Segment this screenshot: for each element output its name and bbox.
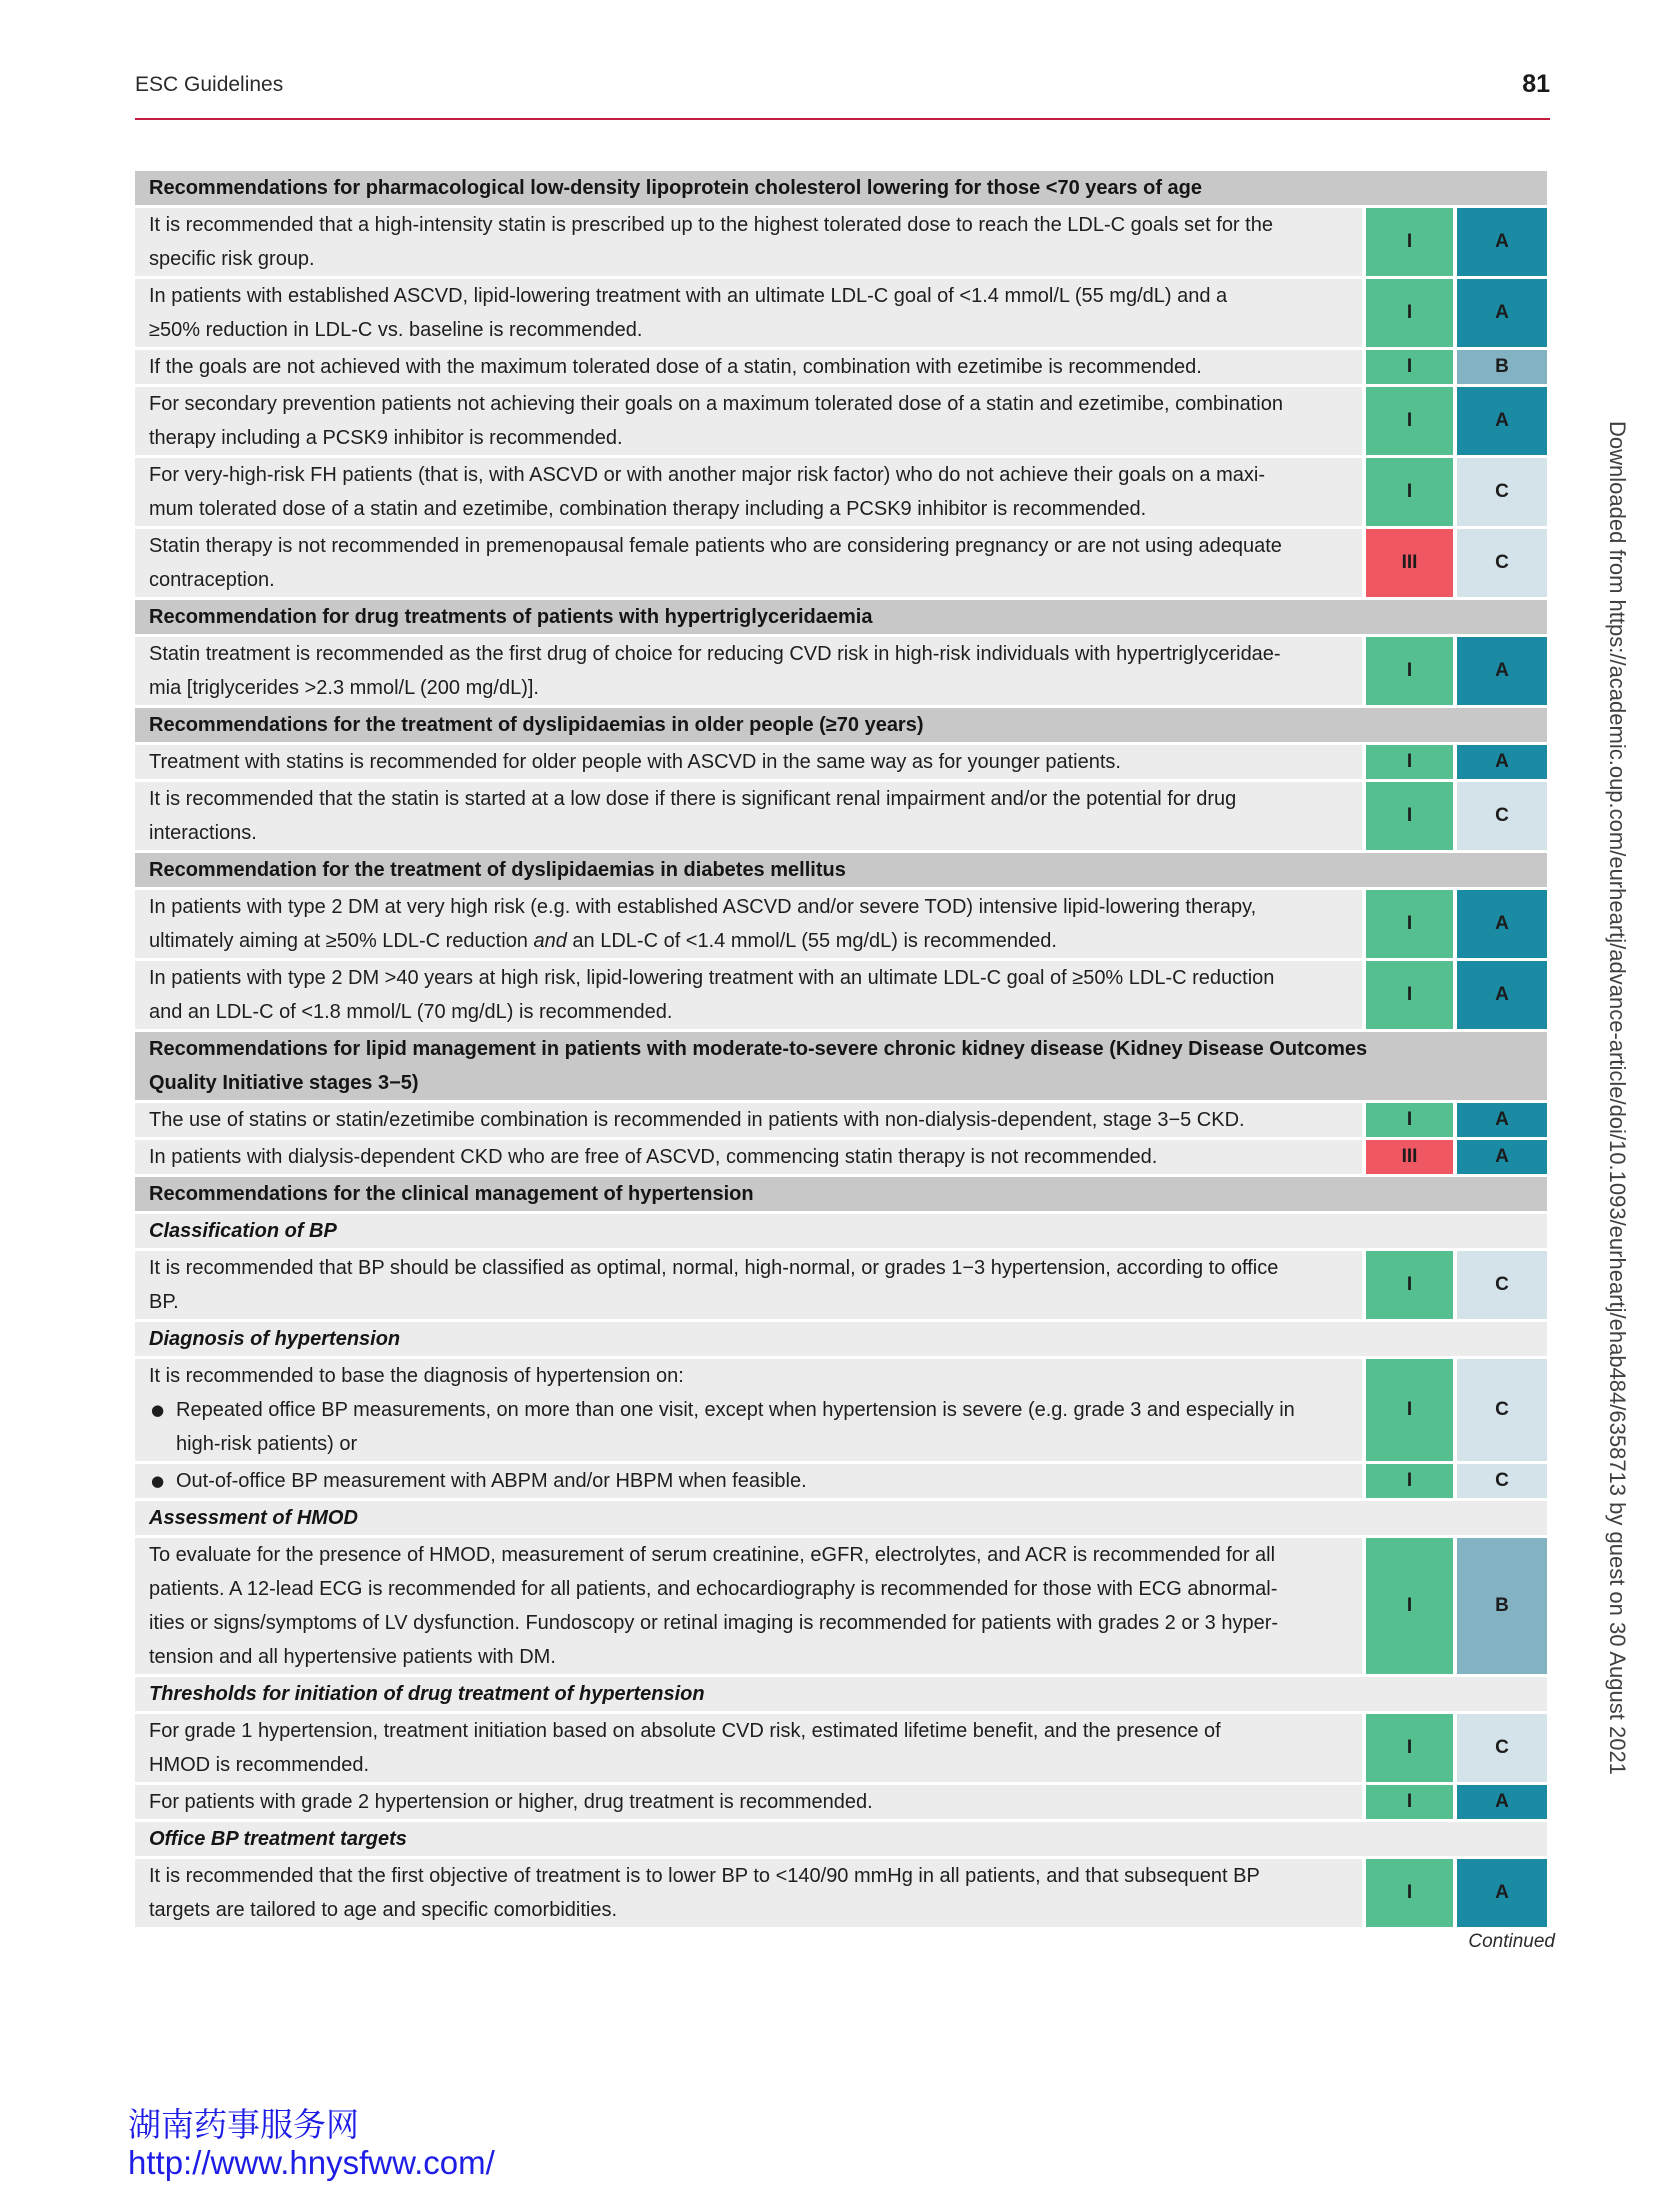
class-of-recommendation-badge: III: [1366, 529, 1453, 597]
class-of-recommendation-badge: I: [1366, 782, 1453, 850]
text-line: It is recommended that the first objective of treatment is to lower BP to <140/90 mmHg in all patients, and that subsequent BP: [149, 1865, 1260, 1887]
bullet-icon: ●: [151, 1472, 165, 1490]
recommendation-text: [135, 387, 1362, 455]
text-line: Out-of-office BP measurement with ABPM and/or HBPM when feasible.: [176, 1470, 807, 1492]
recommendation-row: [135, 1359, 1547, 1461]
level-of-evidence-badge: A: [1457, 1140, 1547, 1174]
text-line: mum tolerated dose of a statin and ezetimibe, combination therapy including a PCSK9 inhibitor is recommended.: [149, 498, 1147, 520]
recommendation-row: [135, 1103, 1547, 1137]
text-line: It is recommended that the statin is started at a low dose if there is significant renal impairment and/or the potential for drug: [149, 788, 1237, 810]
text-line: In patients with established ASCVD, lipid-lowering treatment with an ultimate LDL-C goal of <1.4 mmol/L (55 mg/dL) and a: [149, 285, 1228, 307]
level-of-evidence-badge: C: [1457, 1359, 1547, 1461]
recommendation-row: [135, 529, 1547, 597]
class-of-recommendation-badge: I: [1366, 1464, 1453, 1498]
download-notice: Downloaded from https://academic.oup.com/eurheartj/advance-article/doi/10.1093/eurheartj/ehab484/6358713 by guest on 30 August 2021: [1605, 421, 1630, 1775]
header-rule: [135, 118, 1550, 120]
text-line: The use of statins or statin/ezetimibe combination is recommended in patients with non-dialysis-dependent, stage 3−5 CKD.: [149, 1109, 1245, 1131]
recommendation-row: [135, 1785, 1547, 1819]
section-header: [135, 1032, 1547, 1100]
text-line: In patients with type 2 DM at very high risk (e.g. with established ASCVD and/or severe TOD) intensive lipid-lowering therapy,: [149, 896, 1257, 918]
text-line: For secondary prevention patients not achieving their goals on a maximum tolerated dose of a statin and ezetimibe, combination: [149, 393, 1283, 415]
text-line: high-risk patients) or: [176, 1433, 358, 1455]
text-line: Recommendations for the clinical management of hypertension: [149, 1183, 754, 1205]
recommendation-text: [135, 208, 1362, 276]
text-run: an LDL-C of <1.4 mmol/L (55 mg/dL) is recommended.: [566, 930, 1057, 952]
text-run: ultimately aiming at ≥50% LDL-C reduction: [149, 930, 534, 952]
text-line: Treatment with statins is recommended for older people with ASCVD in the same way as for younger patients.: [149, 751, 1121, 773]
recommendation-text: [135, 1538, 1362, 1674]
recommendation-text: [135, 1359, 1362, 1461]
recommendation-row: [135, 279, 1547, 347]
class-of-recommendation-badge: I: [1366, 1538, 1453, 1674]
class-of-recommendation-badge: I: [1366, 387, 1453, 455]
text-line: For very-high-risk FH patients (that is, with ASCVD or with another major risk factor) who do not achieve their goals on a maxi-: [149, 464, 1265, 486]
section-header: [135, 853, 1547, 887]
recommendation-text: [135, 1859, 1362, 1927]
recommendation-row: [135, 1538, 1547, 1674]
recommendation-text: [135, 458, 1362, 526]
emphasized-word: and: [533, 930, 567, 952]
text-line: In patients with type 2 DM >40 years at high risk, lipid-lowering treatment with an ultimate LDL-C goal of ≥50% LDL-C reduction: [149, 967, 1275, 989]
recommendation-row: [135, 782, 1547, 850]
recommendation-row: [135, 1859, 1547, 1927]
class-of-recommendation-badge: I: [1366, 1714, 1453, 1782]
recommendation-text: [135, 637, 1362, 705]
text-line: contraception.: [149, 569, 275, 591]
page-number: 81: [1522, 70, 1550, 98]
recommendation-text: [135, 1140, 1362, 1174]
text-line: patients. A 12-lead ECG is recommended for all patients, and echocardiography is recommended for those with ECG abnormal-: [149, 1578, 1278, 1600]
class-of-recommendation-badge: I: [1366, 637, 1453, 705]
text-line: To evaluate for the presence of HMOD, measurement of serum creatinine, eGFR, electrolytes, and ACR is recommended for all: [149, 1544, 1276, 1566]
text-line: targets are tailored to age and specific comorbidities.: [149, 1899, 618, 1921]
recommendation-text: [135, 745, 1362, 779]
recommendation-text: [135, 1785, 1362, 1819]
text-line: It is recommended to base the diagnosis of hypertension on:: [149, 1365, 684, 1387]
level-of-evidence-badge: A: [1457, 637, 1547, 705]
recommendation-row: [135, 208, 1547, 276]
watermark-site-name: 湖南药事服务网: [128, 2105, 359, 2144]
section-header: [135, 1177, 1547, 1211]
text-line: Recommendations for lipid management in patients with moderate-to-severe chronic kidney disease (Kidney Disease Outcomes: [149, 1038, 1368, 1060]
text-line: For grade 1 hypertension, treatment initiation based on absolute CVD risk, estimated lifetime benefit, and the presence of: [149, 1720, 1221, 1742]
text-line: and an LDL-C of <1.8 mmol/L (70 mg/dL) is recommended.: [149, 1001, 673, 1023]
recommendation-text: [135, 1251, 1362, 1319]
watermark-url: http://www.hnysfww.com/: [128, 2144, 495, 2181]
recommendation-text: [135, 529, 1362, 597]
class-of-recommendation-badge: III: [1366, 1140, 1453, 1174]
class-of-recommendation-badge: I: [1366, 961, 1453, 1029]
bullet-item: [149, 1393, 1362, 1461]
bullet-icon: ●: [151, 1401, 165, 1419]
class-of-recommendation-badge: I: [1366, 458, 1453, 526]
class-of-recommendation-badge: I: [1366, 1103, 1453, 1137]
subsection-header: Assessment of HMOD: [135, 1501, 1547, 1535]
recommendation-row: [135, 1140, 1547, 1174]
class-of-recommendation-badge: I: [1366, 208, 1453, 276]
level-of-evidence-badge: A: [1457, 208, 1547, 276]
text-line: tension and all hypertensive patients with DM.: [149, 1646, 556, 1668]
text-line: interactions.: [149, 822, 257, 844]
level-of-evidence-badge: B: [1457, 1538, 1547, 1674]
class-of-recommendation-badge: I: [1366, 1785, 1453, 1819]
bullet-item: [149, 1464, 1362, 1498]
text-line: If the goals are not achieved with the maximum tolerated dose of a statin, combination with ezetimibe is recommended.: [149, 356, 1202, 378]
section-header: [135, 708, 1547, 742]
text-line: Quality Initiative stages 3−5): [149, 1072, 419, 1094]
text-line: For patients with grade 2 hypertension or higher, drug treatment is recommended.: [149, 1791, 873, 1813]
text-line: mia [triglycerides >2.3 mmol/L (200 mg/dL)].: [149, 677, 539, 699]
level-of-evidence-badge: C: [1457, 458, 1547, 526]
recommendation-row: [135, 350, 1547, 384]
level-of-evidence-badge: C: [1457, 1251, 1547, 1319]
level-of-evidence-badge: A: [1457, 890, 1547, 958]
subsection-header: Classification of BP: [135, 1214, 1547, 1248]
text-line: In patients with dialysis-dependent CKD who are free of ASCVD, commencing statin therapy is not recommended.: [149, 1146, 1158, 1168]
text-line: BP.: [149, 1291, 179, 1313]
text-line: Statin treatment is recommended as the first drug of choice for reducing CVD risk in high-risk individuals with hypertriglyceridae-: [149, 643, 1281, 665]
level-of-evidence-badge: A: [1457, 1103, 1547, 1137]
text-line: Recommendations for pharmacological low-density lipoprotein cholesterol lowering for those <70 years of age: [149, 177, 1202, 199]
class-of-recommendation-badge: I: [1366, 350, 1453, 384]
class-of-recommendation-badge: I: [1366, 1251, 1453, 1319]
recommendation-text: [135, 961, 1362, 1029]
text-line: [149, 924, 1362, 958]
section-header: [135, 171, 1547, 205]
text-line: It is recommended that BP should be classified as optimal, normal, high-normal, or grades 1−3 hypertension, according to office: [149, 1257, 1279, 1279]
class-of-recommendation-badge: I: [1366, 279, 1453, 347]
level-of-evidence-badge: C: [1457, 529, 1547, 597]
recommendation-text: [135, 782, 1362, 850]
class-of-recommendation-badge: I: [1366, 745, 1453, 779]
recommendation-row: [135, 458, 1547, 526]
text-line: HMOD is recommended.: [149, 1754, 370, 1776]
recommendation-text: [135, 1103, 1362, 1137]
running-title: ESC Guidelines: [135, 73, 284, 96]
recommendation-row: [135, 890, 1547, 958]
continued-label: Continued: [1468, 1931, 1555, 1952]
subsection-header: Diagnosis of hypertension: [135, 1322, 1547, 1356]
recommendation-text: [135, 279, 1362, 347]
text-line: ities or signs/symptoms of LV dysfunction. Fundoscopy or retinal imaging is recommended for patients with grades 2 or 3 hyper-: [149, 1612, 1279, 1634]
recommendation-row: [135, 961, 1547, 1029]
recommendation-row: [135, 637, 1547, 705]
level-of-evidence-badge: A: [1457, 279, 1547, 347]
recommendation-row: [135, 745, 1547, 779]
text-line: ≥50% reduction in LDL-C vs. baseline is recommended.: [149, 319, 643, 341]
class-of-recommendation-badge: I: [1366, 890, 1453, 958]
text-line: Recommendations for the treatment of dyslipidaemias in older people (≥70 years): [149, 714, 924, 736]
recommendation-row: [135, 1714, 1547, 1782]
level-of-evidence-badge: C: [1457, 1714, 1547, 1782]
level-of-evidence-badge: B: [1457, 350, 1547, 384]
recommendation-text: [135, 1464, 1362, 1498]
level-of-evidence-badge: A: [1457, 1859, 1547, 1927]
text-line: Recommendation for the treatment of dyslipidaemias in diabetes mellitus: [149, 859, 846, 881]
text-line: therapy including a PCSK9 inhibitor is recommended.: [149, 427, 623, 449]
text-line: Recommendation for drug treatments of patients with hypertriglyceridaemia: [149, 606, 873, 628]
subsection-header: Thresholds for initiation of drug treatment of hypertension: [135, 1677, 1547, 1711]
subsection-header: Office BP treatment targets: [135, 1822, 1547, 1856]
section-header: [135, 600, 1547, 634]
text-line: specific risk group.: [149, 248, 315, 270]
recommendation-row: [135, 387, 1547, 455]
recommendation-row: [135, 1464, 1547, 1498]
level-of-evidence-badge: C: [1457, 1464, 1547, 1498]
level-of-evidence-badge: A: [1457, 745, 1547, 779]
text-line: Repeated office BP measurements, on more than one visit, except when hypertension is severe (e.g. grade 3 and especially in: [176, 1399, 1295, 1421]
class-of-recommendation-badge: I: [1366, 1359, 1453, 1461]
recommendation-text: [135, 1714, 1362, 1782]
level-of-evidence-badge: A: [1457, 1785, 1547, 1819]
level-of-evidence-badge: A: [1457, 387, 1547, 455]
class-of-recommendation-badge: I: [1366, 1859, 1453, 1927]
level-of-evidence-badge: A: [1457, 961, 1547, 1029]
recommendation-text: [135, 890, 1362, 958]
text-line: Statin therapy is not recommended in premenopausal female patients who are considering pregnancy or are not using adequate: [149, 535, 1282, 557]
recommendation-text: [135, 350, 1362, 384]
recommendations-table: [135, 171, 1547, 1927]
text-line: It is recommended that a high-intensity statin is prescribed up to the highest tolerated dose to reach the LDL-C goals set for the: [149, 214, 1273, 236]
recommendation-row: [135, 1251, 1547, 1319]
level-of-evidence-badge: C: [1457, 782, 1547, 850]
